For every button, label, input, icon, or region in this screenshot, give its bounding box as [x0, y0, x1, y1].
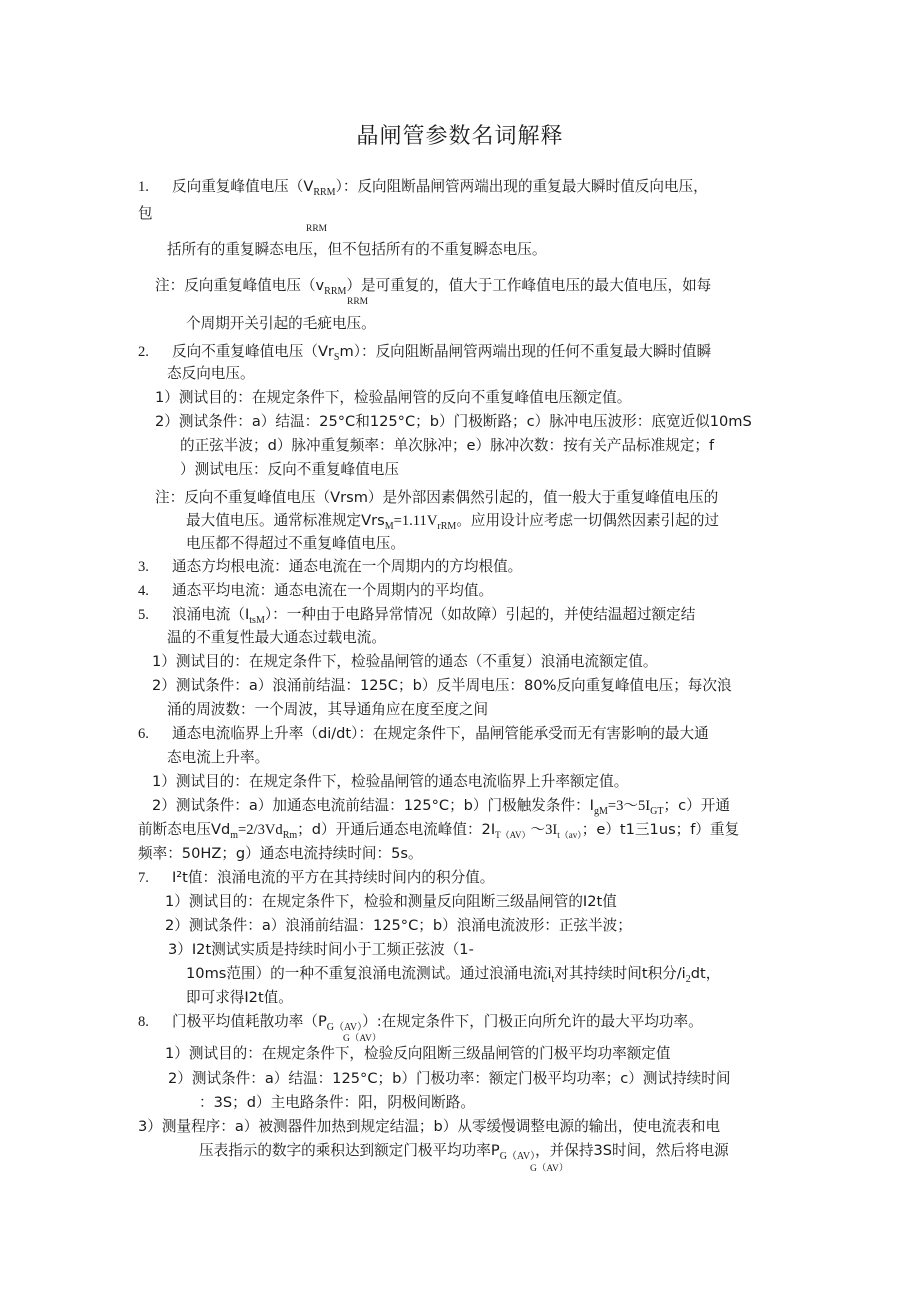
item-2-conditions-cont: 的正弦半波；d）脉冲重复频率：单次脉冲；e）脉冲次数：按有关产品标准规定；f [180, 437, 715, 454]
item-7-note: 3）I2t测试实质是持续时间小于工频正弦波（1- [168, 941, 474, 958]
item-6-conditions-cont: 频率：50HZ；g）通态电流持续时间：5s。 [138, 845, 423, 862]
item-6: 6. 通态电流临界上升率（di/dt）：在规定条件下，晶闸管能承受而无有害影响的最大通 [138, 725, 709, 742]
note-2-cont: 最大值电压。通常标准规定$Vrs_M=1.11V_{rRM}$。应用设计应考虑一切偶然因素引起的过 [186, 512, 720, 532]
item-2: 2. 反向不重复峰值电压$(Vr_Sm)$：反向阻断晶闸管两端出现的任何不重复最大瞬时值瞬 [138, 343, 712, 363]
note-2: 注：反向不重复峰值电压（Vrsm）是外部因素偶然引起的，值一般大于重复峰值电压的 [155, 489, 719, 506]
item-5-purpose: 1）测试目的：在规定条件下，检验晶闸管的通态（不重复）浪涌电流额定值。 [152, 653, 658, 670]
document-title: 晶闸管参数名词解释 [356, 124, 564, 149]
item-6-cont: 态电流上升率。 [167, 749, 270, 766]
sub-label: RRM [347, 297, 369, 307]
note-1: 注：反向重复峰值电压$(v_{RRM})$是可重复的，值大于工作峰值电压的最大值电压，如每 [155, 277, 712, 297]
item-7-purpose: 1）测试目的：在规定条件下，检验和测量反向阻断三级晶闸管的I2t值 [165, 893, 617, 910]
sub-label: RRM [306, 224, 328, 234]
item-7-note-cont: 即可求得I2t值。 [186, 989, 293, 1006]
item-6-conditions-cont: 前断态电压$Vd_m=2/3Vd_{Rm}$；d）开通后通态电流峰值：$2I_{T(AV)}\sim 3I_{t(av)}$；e）t1三1us；f）重复 [138, 821, 740, 841]
item-1-wrap: 包 [138, 205, 153, 222]
note-2-cont: 电压都不得超过不重复峰值电压。 [186, 535, 405, 552]
item-8-procedure-cont: 压表指示的数字的乘积达到额定门极平均功率$P_{G(AV)}$，并保持3S时间，然后将电源 [199, 1142, 729, 1162]
item-8-conditions-cont: ：3S；d）主电路条件：阳，阴极间断路。 [199, 1094, 475, 1111]
item-2-conditions-cont: ）测试电压：反向不重复峰值电压 [180, 461, 399, 478]
item-6-conditions: 2）测试条件：a）加通态电流前结温：125°C；b）门极触发条件：$I_{gM}=3\sim 5I_{GT}$；c）开通 [152, 797, 730, 817]
note-1-cont: 个周期开关引起的毛疵电压。 [186, 315, 376, 332]
item-5-cont: 温的不重复性最大通态过载电流。 [167, 629, 386, 646]
sub-label: G（AV） [343, 1034, 382, 1044]
item-1: 1. 反向重复峰值电压$(V_{RRM})$：反向阻断晶闸管两端出现的重复最大瞬时值反向电压， [138, 178, 708, 198]
item-7-conditions: 2）测试条件：a）浪涌前结温：125°C；b）浪涌电流波形：正弦半波； [165, 917, 632, 934]
item-3: 3. 通态方均根电流：通态电流在一个周期内的方均根值。 [138, 558, 523, 575]
item-8-procedure: 3）测量程序：a）被测器件加热到规定结温；b）从零缓慢调整电源的输出，使电流表和电 [138, 1118, 721, 1135]
item-2-purpose: 1）测试目的：在规定条件下，检验晶闸管的反向不重复峰值电压额定值。 [155, 389, 632, 406]
item-8-purpose: 1）测试目的：在规定条件下，检验反向阻断三级晶闸管的门极平均功率额定值 [165, 1045, 671, 1062]
item-5: 5. 浪涌电流$(I_{tsM})$：一种由于电路异常情况（如故障）引起的，并使结温超过额定结 [138, 606, 696, 626]
item-5-conditions: 2）测试条件：a）浪涌前结温：125C；b）反半周电压：80%反向重复峰值电压；每次浪 [152, 677, 732, 694]
item-8-conditions: 2）测试条件：a）结温：125°C；b）门极功率：额定门极平均功率；c）测试持续时间 [168, 1070, 731, 1087]
item-7: 7. I²t值：浪涌电流的平方在其持续时间内的积分值。 [138, 869, 495, 886]
item-8: 8. 门极平均值耗散功率$(P_{G(AV)})$:在规定条件下，门极正向所允许的最大平均功率。 [138, 1013, 703, 1033]
sub-label: G（AV） [530, 1164, 569, 1174]
item-1-cont: 括所有的重复瞬态电压，但不包括所有的不重复瞬态电压。 [167, 241, 547, 258]
item-4: 4. 通态平均电流：通态电流在一个周期内的平均值。 [138, 582, 494, 599]
item-5-conditions-cont: 涌的周波数：一个周波，其导通角应在度至度之间 [167, 701, 489, 718]
item-2-cont: 态反向电压。 [167, 365, 255, 382]
item-2-conditions: 2）测试条件：a）结温：25°C和125°C；b）门极断路；c）脉冲电压波形：底宽近似10mS [155, 413, 752, 430]
item-7-note-cont: 10ms范围）的一种不重复浪涌电流测试。通过浪涌电流$i_t$对其持续时间t积分$/i_2dt$， [186, 965, 721, 985]
item-6-purpose: 1）测试目的：在规定条件下，检验晶闸管的通态电流临界上升率额定值。 [152, 773, 629, 790]
